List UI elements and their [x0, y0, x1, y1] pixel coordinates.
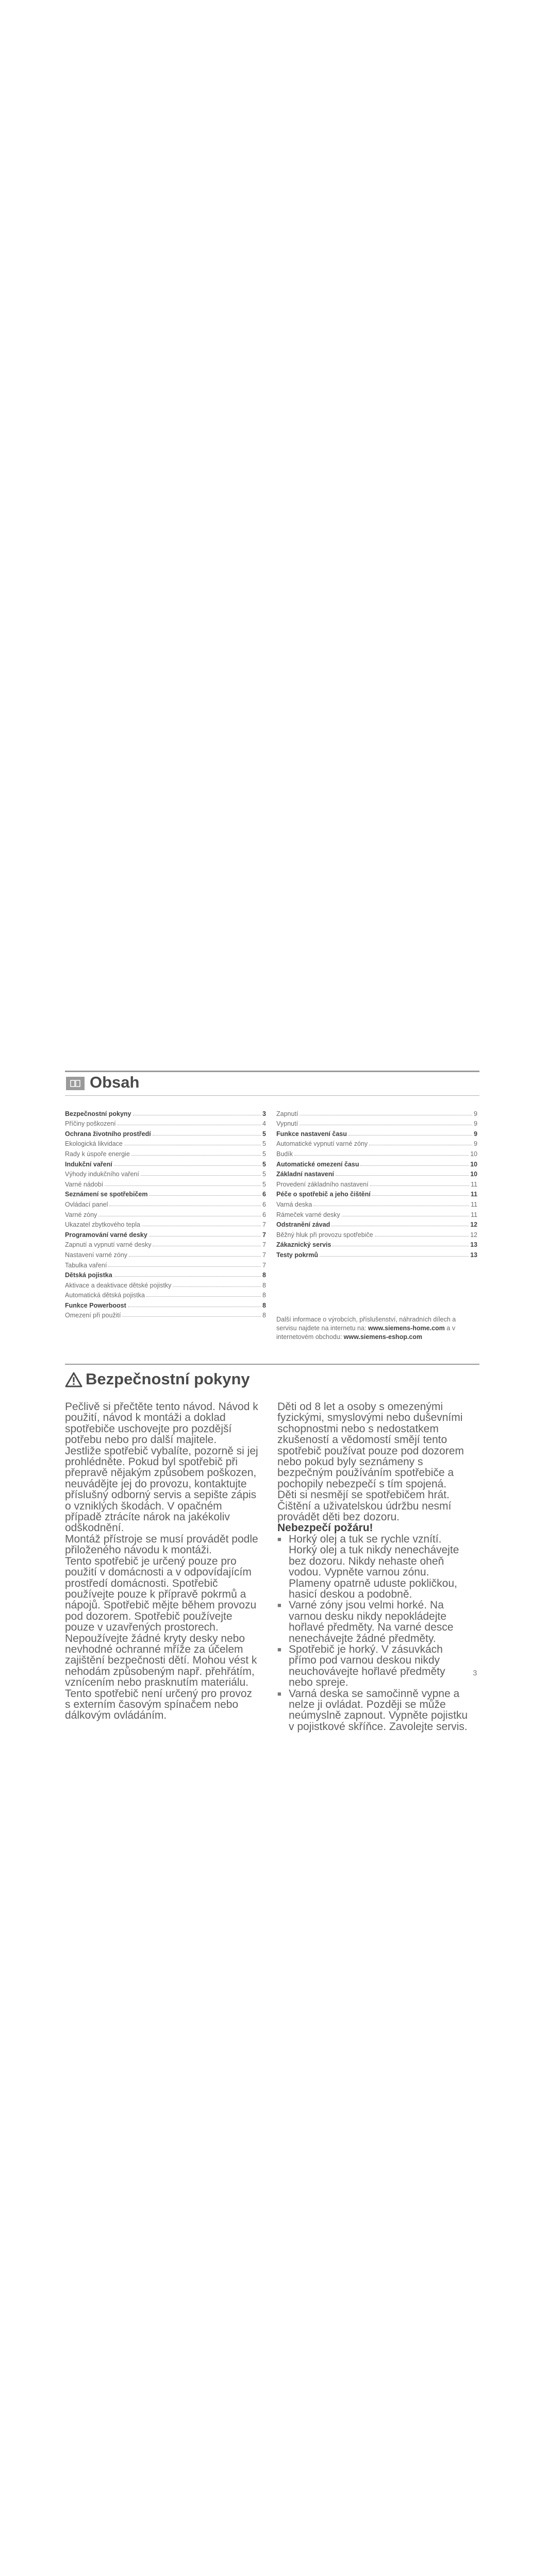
safety-top-rule	[65, 1364, 479, 1365]
toc-entry-page: 7	[262, 1231, 266, 1239]
toc-leader-dots	[294, 1155, 469, 1156]
toc-entry[interactable]	[276, 1218, 477, 1229]
toc-entry[interactable]	[65, 1168, 266, 1178]
toc-entry[interactable]	[65, 1127, 266, 1138]
toc-entry-page: 12	[470, 1231, 477, 1239]
eshop-link[interactable]: www.siemens-eshop.com	[343, 1333, 423, 1341]
toc-web-note	[276, 1315, 472, 1342]
toc-entry[interactable]	[65, 1188, 266, 1198]
toc-entry[interactable]	[276, 1127, 477, 1138]
toc-entry[interactable]	[65, 1198, 266, 1208]
toc-leader-dots	[349, 1135, 472, 1136]
toc-entry-label: Programování varné desky	[65, 1231, 147, 1239]
toc-entry-label: Výhody indukčního vaření	[65, 1171, 139, 1178]
toc-entry-label: Základní nastavení	[276, 1171, 334, 1178]
toc-entry-label: Budík	[276, 1150, 293, 1158]
toc-entry-page: 5	[262, 1180, 266, 1188]
toc-entry-label: Péče o spotřebič a jeho čištění	[276, 1191, 371, 1198]
note-text-2: a v internetovém obchodu:	[276, 1325, 455, 1341]
toc-entry-label: Ukazatel zbytkového tepla	[65, 1221, 140, 1229]
toc-entry[interactable]	[65, 1279, 266, 1289]
toc-entry-page: 7	[262, 1241, 266, 1249]
toc-entry-label: Seznámení se spotřebičem	[65, 1191, 148, 1198]
toc-top-rule	[65, 1071, 479, 1072]
toc-leader-dots	[146, 1296, 261, 1297]
toc-entry-page: 7	[262, 1261, 266, 1269]
toc-entry-page: 11	[471, 1200, 477, 1208]
toc-entry[interactable]	[276, 1188, 477, 1198]
toc-entry[interactable]	[65, 1138, 266, 1148]
toc-entry-label: Varné nádobí	[65, 1180, 104, 1188]
toc-leader-dots	[336, 1175, 469, 1176]
toc-entry-label: Zákaznický servis	[276, 1241, 331, 1249]
fire-hazard-heading: Nebezpečí požáru!	[277, 1522, 373, 1534]
toc-entry-label: Odstranění závad	[276, 1221, 330, 1229]
toc-entry[interactable]	[276, 1147, 477, 1158]
toc-entry[interactable]	[276, 1228, 477, 1239]
toc-entry[interactable]	[65, 1259, 266, 1269]
toc-entry-page: 11	[470, 1191, 477, 1198]
toc-entry[interactable]	[276, 1107, 477, 1117]
toc-entry-label: Provedení základního nastavení	[276, 1180, 369, 1188]
fire-bullet: ■ Spotřebič je horký. V zásuvkách přímo pod varnou deskou nikdy neuchovávejte hořlavé předměty nebo spreje.	[277, 1644, 471, 1688]
toc-leader-dots	[114, 1165, 261, 1166]
toc-entry[interactable]	[276, 1239, 477, 1249]
toc-entry-page: 5	[262, 1160, 266, 1168]
toc-entry-page: 5	[262, 1130, 266, 1138]
toc-entry-label: Ovládací panel	[65, 1200, 108, 1208]
toc-leader-dots	[173, 1286, 261, 1287]
toc-entry[interactable]	[276, 1168, 477, 1178]
toc-entry-page: 10	[470, 1150, 477, 1158]
safety-left-column	[65, 1401, 258, 1721]
toc-entry-page: 7	[262, 1221, 266, 1229]
toc-entry-label: Automatické omezení času	[276, 1160, 359, 1168]
toc-entry-label: Funkce Powerboost	[65, 1301, 126, 1309]
toc-title: Obsah	[90, 1073, 140, 1091]
toc-entry[interactable]	[65, 1158, 266, 1168]
toc-entry[interactable]	[276, 1158, 477, 1168]
safety-title: Bezpečnostní pokyny	[86, 1370, 250, 1388]
toc-entry-label: Indukční vaření	[65, 1160, 112, 1168]
toc-entry[interactable]	[65, 1299, 266, 1309]
toc-entry-label: Aktivace a deaktivace dětské pojistky	[65, 1281, 172, 1289]
toc-leader-dots	[131, 1155, 261, 1156]
safety-paragraph: Děti si nesmějí se spotřebičem hrát. Čištění a uživatelskou údržbu nesmí provádět děti bez dozoru.	[277, 1489, 452, 1523]
toc-entry[interactable]	[65, 1289, 266, 1299]
toc-entry[interactable]	[276, 1198, 477, 1208]
website-link[interactable]: www.siemens-home.com	[368, 1325, 445, 1332]
toc-entry-page: 10	[470, 1160, 477, 1168]
toc-entry[interactable]	[65, 1208, 266, 1218]
toc-entry[interactable]	[65, 1107, 266, 1117]
toc-entry-page: 11	[471, 1180, 477, 1188]
toc-entry-label: Ekologická likvidace	[65, 1140, 123, 1148]
toc-entry-page: 10	[470, 1171, 477, 1178]
toc-entry-label: Rady k úspoře energie	[65, 1150, 130, 1158]
toc-entry-label: Varná deska	[276, 1200, 312, 1208]
toc-entry-label: Ochrana životního prostředí	[65, 1130, 151, 1138]
toc-entry-page: 7	[262, 1251, 266, 1259]
toc-entry[interactable]	[65, 1178, 266, 1188]
toc-leader-dots	[372, 1195, 469, 1196]
toc-leader-dots	[320, 1256, 469, 1257]
toc-leader-dots	[153, 1135, 261, 1136]
toc-entry[interactable]	[65, 1117, 266, 1128]
toc-entry-page: 8	[262, 1301, 266, 1309]
toc-entry-label: Tabulka vaření	[65, 1261, 107, 1269]
toc-entry[interactable]	[65, 1309, 266, 1319]
toc-title-rule	[65, 1095, 479, 1096]
safety-paragraph: Montáž přístroje se musí provádět podle přiloženého návodu k montáži.	[65, 1533, 258, 1556]
toc-leader-dots	[114, 1276, 261, 1277]
safety-paragraph: Pečlivě si přečtěte tento návod. Návod k použití, návod k montáži a doklad spotřebiče uschovejte pro pozdější potřebu nebo pro další majitele.	[65, 1401, 258, 1446]
fire-bullet: ■ Varná deska se samočinně vypne a nelze ji ovládat. Později se může neúmyslně zapnout. Vypněte pojistku v pojistkové skříňce. Zavolejte servis.	[277, 1688, 471, 1733]
toc-entry-page: 5	[262, 1171, 266, 1178]
toc-entry[interactable]	[65, 1269, 266, 1279]
toc-right-column	[276, 1107, 477, 1259]
toc-entry-page: 5	[262, 1150, 266, 1158]
toc-entry[interactable]	[276, 1138, 477, 1148]
toc-entry-label: Rámeček varné desky	[276, 1211, 340, 1218]
safety-paragraph: Tento spotřebič je určený pouze pro použití v domácnosti a v odpovídajícím prostředí domácnosti. Spotřebič používejte pouze k přípravě pokrmů a nápojů. Spotřebič mějte během provozu pod dozorem. Spotřebič používejte pouze v uzavřených prostorech.	[65, 1555, 257, 1634]
toc-entry-label: Dětská pojistka	[65, 1272, 112, 1279]
toc-entry-label: Vypnutí	[276, 1120, 298, 1128]
toc-entry-page: 3	[262, 1110, 266, 1117]
toc-entry-page: 6	[262, 1191, 266, 1198]
toc-entry[interactable]	[65, 1239, 266, 1249]
toc-entry[interactable]	[276, 1208, 477, 1218]
toc-entry-page: 8	[262, 1281, 266, 1289]
toc-leader-dots	[141, 1175, 261, 1176]
book-icon	[66, 1077, 85, 1090]
toc-entry-label: Bezpečnostní pokyny	[65, 1110, 131, 1117]
toc-entry-page: 6	[262, 1200, 266, 1208]
toc-entry-page: 13	[470, 1251, 477, 1259]
toc-entry-label: Běžný hluk při provozu spotřebiče	[276, 1231, 373, 1239]
toc-entry-page: 8	[262, 1312, 266, 1319]
fire-bullet: ■ Horký olej a tuk se rychle vznítí. Horký olej a tuk nikdy nenechávejte bez dozoru. Nikdy nehaste oheň vodou. Vypněte varnou zónu. Plameny opatrně uduste pokličkou, hasicí deskou a podobně.	[277, 1534, 471, 1600]
toc-entry-label: Nastavení varné zóny	[65, 1251, 127, 1259]
toc-entry-page: 9	[474, 1110, 477, 1117]
toc-entry-page: 11	[471, 1211, 477, 1218]
toc-leader-dots	[370, 1185, 469, 1186]
toc-entry-label: Zapnutí	[276, 1110, 299, 1117]
fire-bullet: ■ Varné zóny jsou velmi horké. Na varnou desku nikdy nepokládejte hořlavé předměty. Na varné desce nenechávejte žádné předměty.	[277, 1600, 471, 1644]
toc-entry-label: Varné zóny	[65, 1211, 97, 1218]
toc-entry-label: Zapnutí a vypnutí varné desky	[65, 1241, 152, 1249]
toc-leader-dots	[129, 1256, 261, 1257]
toc-entry-page: 9	[474, 1140, 477, 1148]
toc-entry-page: 9	[474, 1130, 477, 1138]
toc-entry-label: Automatické vypnutí varné zóny	[276, 1140, 368, 1148]
safety-right-column	[277, 1401, 471, 1732]
safety-paragraph: Nepoužívejte žádné kryty desky nebo nevhodné ochranné mříže za účelem zajištění bezpečnosti dětí. Mohou vést k nehodám způsobeným např. přehřátím, vznícením nebo prasknutím materiálu.	[65, 1632, 257, 1689]
toc-entry-label: Automatická dětská pojistka	[65, 1292, 145, 1299]
toc-entry[interactable]	[276, 1117, 477, 1128]
toc-entry-page: 12	[470, 1221, 477, 1229]
note-text: Další informace o výrobcích, příslušenství, náhradních dílech a servisu najdete na internetu na:	[276, 1316, 456, 1332]
toc-leader-dots	[108, 1266, 261, 1267]
toc-leader-dots	[105, 1185, 261, 1186]
toc-entry-label: Funkce nastavení času	[276, 1130, 347, 1138]
toc-leader-dots	[360, 1165, 469, 1166]
toc-entry-page: 8	[262, 1292, 266, 1299]
toc-leader-dots	[149, 1195, 261, 1196]
toc-left-column	[65, 1107, 266, 1319]
toc-entry-page: 8	[262, 1272, 266, 1279]
toc-leader-dots	[122, 1316, 261, 1317]
toc-entry-page: 9	[474, 1120, 477, 1128]
toc-entry-page: 5	[262, 1140, 266, 1148]
toc-entry[interactable]	[65, 1248, 266, 1259]
safety-paragraph: Děti od 8 let a osoby s omezenými fyzickými, smyslovými nebo duševními schopnostmi nebo s nedostatkem zkušeností a vědomostí smějí tento spotřebič používat pouze pod dozorem nebo pokud byly seznámeny s bezpečným používáním spotřebiče a pochopily nebezpečí s tím spojená.	[277, 1401, 464, 1490]
toc-entry[interactable]	[65, 1228, 266, 1239]
toc-entry-page: 6	[262, 1211, 266, 1218]
toc-entry-label: Příčiny poškození	[65, 1120, 116, 1128]
toc-entry-page: 4	[262, 1120, 266, 1128]
toc-entry-page: 13	[470, 1241, 477, 1249]
toc-entry[interactable]	[65, 1147, 266, 1158]
toc-entry-label: Testy pokrmů	[276, 1251, 319, 1259]
toc-entry-label: Omezení při použití	[65, 1312, 121, 1319]
toc-entry[interactable]	[65, 1218, 266, 1229]
safety-paragraph: Tento spotřebič není určený pro provoz s externím časovým spínačem nebo dálkovým ovládáním.	[65, 1687, 253, 1722]
page-number: 3	[473, 1669, 477, 1677]
safety-paragraph: Jestliže spotřebič vybalíte, pozorně si jej prohlédněte. Pokud byl spotřebič při přepravě nějakým způsobem poškozen, neuvádějte jej do provozu, kontaktujte příslušný odborný servis a sepište zápis o vzniklých škodách. V opačném případě ztrácíte nárok na jakékoliv odškodnění.	[65, 1445, 258, 1534]
toc-entry[interactable]	[276, 1178, 477, 1188]
toc-entry[interactable]	[276, 1248, 477, 1259]
warning-icon	[65, 1372, 82, 1387]
